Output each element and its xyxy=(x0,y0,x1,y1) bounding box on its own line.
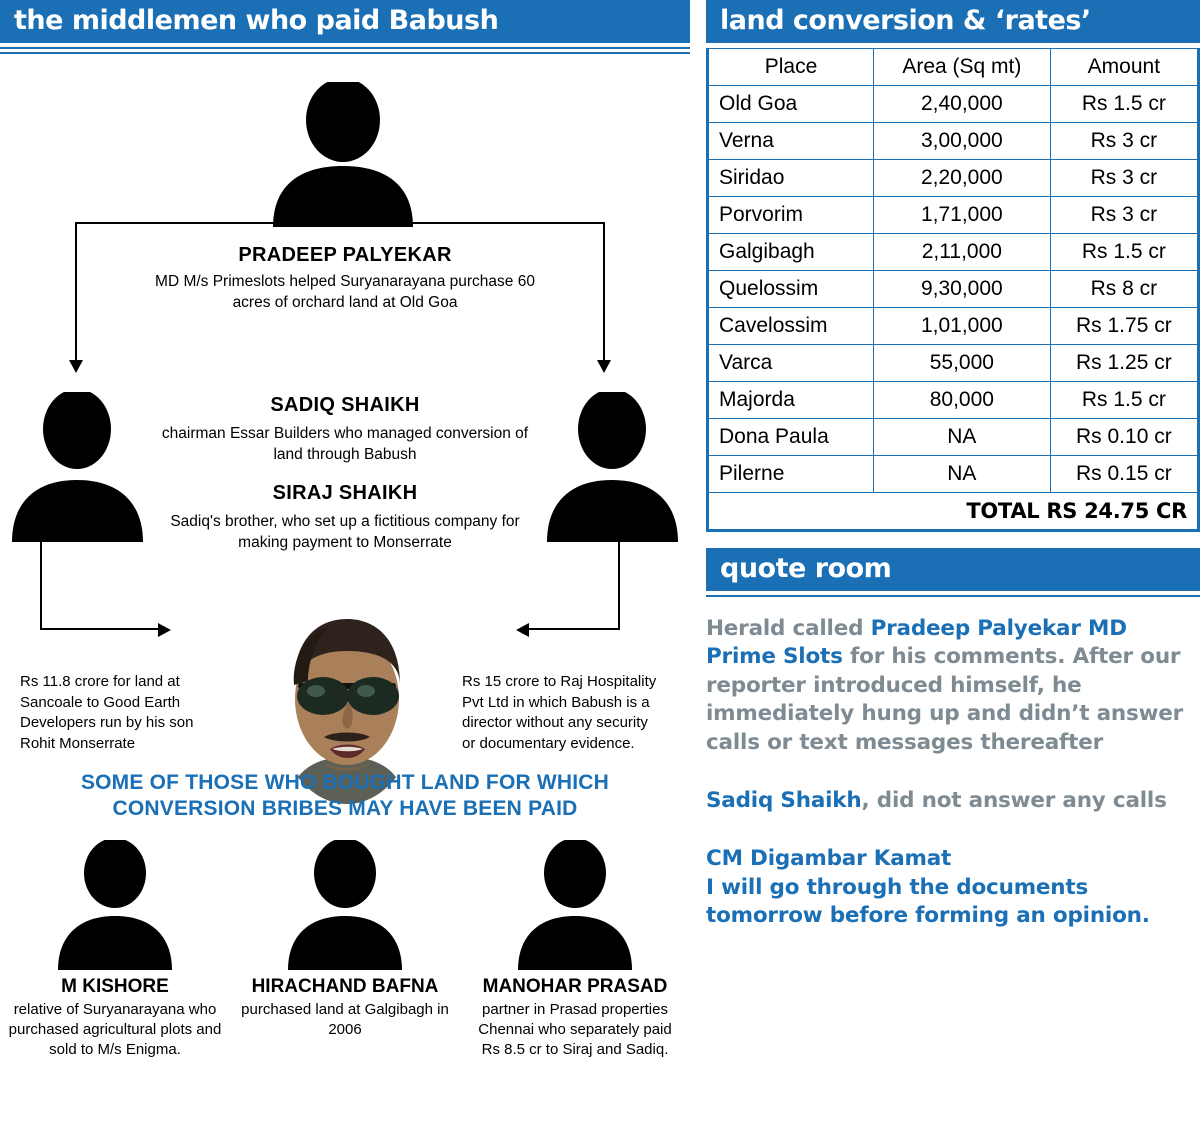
node-desc-pradeep: MD M/s Primeslots helped Suryanarayana purchase 60 acres of orchard land at Old Goa xyxy=(155,273,535,311)
cell-place: Dona Paula xyxy=(709,419,874,456)
cell-place: Quelossim xyxy=(709,271,874,308)
cell-place: Verna xyxy=(709,123,874,160)
silhouette-left-mid xyxy=(10,392,145,542)
buyer-name: MANOHAR PRASAD xyxy=(482,976,668,997)
cell-place: Cavelossim xyxy=(709,308,874,345)
quote-segment: for his comments. After our reporter introduced himself, he immediately hung up and didn’t answer calls or text messages thereafter xyxy=(706,644,1184,755)
cell-area: NA xyxy=(874,419,1051,456)
table-row xyxy=(709,234,1198,271)
cell-place: Old Goa xyxy=(709,86,874,123)
quote-segment: , did not answer any calls xyxy=(861,787,1167,813)
silhouette-hirachand-bafna xyxy=(238,840,453,970)
note-right-payment: Rs 15 crore to Raj Hospitality Pvt Ltd in which Babush is a director without any security or documentary evidence. xyxy=(462,673,657,753)
cell-amount: Rs 3 cr xyxy=(1050,197,1197,234)
node-desc-sadiq: chairman Essar Builders who managed conversion of land through Babush xyxy=(161,425,529,463)
cell-place: Majorda xyxy=(709,382,874,419)
quote-banner-wrap xyxy=(706,548,1200,597)
connector-right-lower-vertical xyxy=(618,542,620,630)
cell-amount: Rs 1.25 cr xyxy=(1050,345,1197,382)
silhouette-m-kishore xyxy=(8,840,223,970)
quote-segment-highlight: Sadiq Shaikh xyxy=(706,787,862,813)
arrowhead-right-lower xyxy=(516,623,529,637)
arrowhead-right-down xyxy=(597,360,611,373)
buyer-name: HIRACHAND BAFNA xyxy=(251,976,439,997)
cell-amount: Rs 1.5 cr xyxy=(1050,234,1197,271)
cell-area: 2,40,000 xyxy=(874,86,1051,123)
cell-place: Pilerne xyxy=(709,456,874,493)
quote-item-palyekar xyxy=(706,615,1200,757)
silhouette-manohar-prasad xyxy=(468,840,683,970)
quote-segment-highlight: CM Digambar Kamat xyxy=(706,846,952,872)
silhouette-pradeep-palyekar xyxy=(268,82,418,227)
cell-area: 2,20,000 xyxy=(874,160,1051,197)
cell-area: NA xyxy=(874,456,1051,493)
table-row xyxy=(709,308,1198,345)
cell-total: TOTAL RS 24.75 CR xyxy=(709,493,1198,530)
left-banner-wrap xyxy=(0,0,690,54)
cell-amount: Rs 0.10 cr xyxy=(1050,419,1197,456)
silhouette-right-mid xyxy=(545,392,680,542)
cell-area: 2,11,000 xyxy=(874,234,1051,271)
quote-segment: Herald called xyxy=(706,616,871,641)
col-header-place: Place xyxy=(709,49,874,86)
table-body xyxy=(709,86,1198,530)
quote-banner-rule xyxy=(706,595,1200,597)
connector-left-vertical xyxy=(75,222,77,362)
node-title-siraj: SIRAJ SHAIKH xyxy=(272,482,418,504)
buyers-row xyxy=(0,840,690,1061)
buyer-desc: relative of Suryanarayana who purchased agricultural plots and sold to M/s Enigma. xyxy=(8,1000,222,1059)
buyer-item xyxy=(238,840,453,1061)
table-row xyxy=(709,382,1198,419)
buyer-desc: partner in Prasad properties Chennai who separately paid Rs 8.5 cr to Siraj and Sadiq. xyxy=(478,1000,672,1059)
table-row xyxy=(709,271,1198,308)
cell-area: 9,30,000 xyxy=(874,271,1051,308)
table-row xyxy=(709,86,1198,123)
buyers-subheading: SOME OF THOSE WHO BOUGHT LAND FOR WHICH CONVERSION BRIBES MAY HAVE BEEN PAID xyxy=(80,771,610,821)
connector-right-lower-horizontal xyxy=(528,628,620,630)
table-row xyxy=(709,419,1198,456)
table-row xyxy=(709,160,1198,197)
node-title-sadiq: SADIQ SHAIKH xyxy=(270,394,420,416)
cell-amount: Rs 1.5 cr xyxy=(1050,382,1197,419)
rates-table xyxy=(708,48,1198,530)
table-row xyxy=(709,123,1198,160)
cell-area: 1,01,000 xyxy=(874,308,1051,345)
table-row xyxy=(709,456,1198,493)
cell-amount: Rs 1.75 cr xyxy=(1050,308,1197,345)
cell-place: Porvorim xyxy=(709,197,874,234)
quote-list xyxy=(706,615,1200,930)
buyer-item xyxy=(8,840,223,1061)
quote-segment-highlight: Pradeep Palyekar MD Prime Slots xyxy=(706,616,1127,670)
table-row xyxy=(709,345,1198,382)
cell-area: 55,000 xyxy=(874,345,1051,382)
connector-top-horizontal xyxy=(75,222,605,224)
cell-place: Varca xyxy=(709,345,874,382)
cell-amount: Rs 1.5 cr xyxy=(1050,86,1197,123)
node-title-pradeep: PRADEEP PALYEKAR xyxy=(238,244,452,266)
table-total-row xyxy=(709,493,1198,530)
table-banner-title: land conversion & ‘rates’ xyxy=(706,0,1200,43)
quote-item-kamat xyxy=(706,845,1200,930)
cell-amount: Rs 0.15 cr xyxy=(1050,456,1197,493)
connector-right-vertical xyxy=(603,222,605,362)
connector-left-lower-horizontal xyxy=(40,628,160,630)
rates-table-box xyxy=(706,48,1200,532)
cell-amount: Rs 3 cr xyxy=(1050,160,1197,197)
left-banner-rule xyxy=(0,47,690,49)
right-column xyxy=(706,0,1200,1147)
cell-amount: Rs 3 cr xyxy=(1050,123,1197,160)
left-banner-title: the middlemen who paid Babush xyxy=(0,0,690,43)
note-left-payment: Rs 11.8 crore for land at Sancoale to Good Earth Developers run by his son Rohit Monserrate xyxy=(20,673,194,753)
buyer-item xyxy=(468,840,683,1061)
cell-area: 1,71,000 xyxy=(874,197,1051,234)
table-row xyxy=(709,197,1198,234)
cell-area: 3,00,000 xyxy=(874,123,1051,160)
cell-place: Siridao xyxy=(709,160,874,197)
cell-area: 80,000 xyxy=(874,382,1051,419)
cell-amount: Rs 8 cr xyxy=(1050,271,1197,308)
quote-segment: I will go through the documents tomorrow before forming an opinion. xyxy=(706,874,1150,928)
buyer-desc: purchased land at Galgibagh in 2006 xyxy=(241,1000,449,1039)
col-header-area: Area (Sq mt) xyxy=(874,49,1051,86)
cell-place: Galgibagh xyxy=(709,234,874,271)
arrowhead-left-lower xyxy=(158,623,171,637)
arrowhead-left-down xyxy=(69,360,83,373)
buyer-name: M KISHORE xyxy=(61,976,169,997)
connector-left-lower-vertical xyxy=(40,542,42,630)
node-desc-siraj: Sadiq's brother, who set up a fictitious company for making payment to Monserrate xyxy=(170,513,520,551)
quote-item-sadiq xyxy=(706,787,1200,815)
flow-diagram xyxy=(0,54,690,824)
table-header-row xyxy=(709,49,1198,86)
quote-banner-title: quote room xyxy=(706,548,1200,591)
col-header-amount: Amount xyxy=(1050,49,1197,86)
